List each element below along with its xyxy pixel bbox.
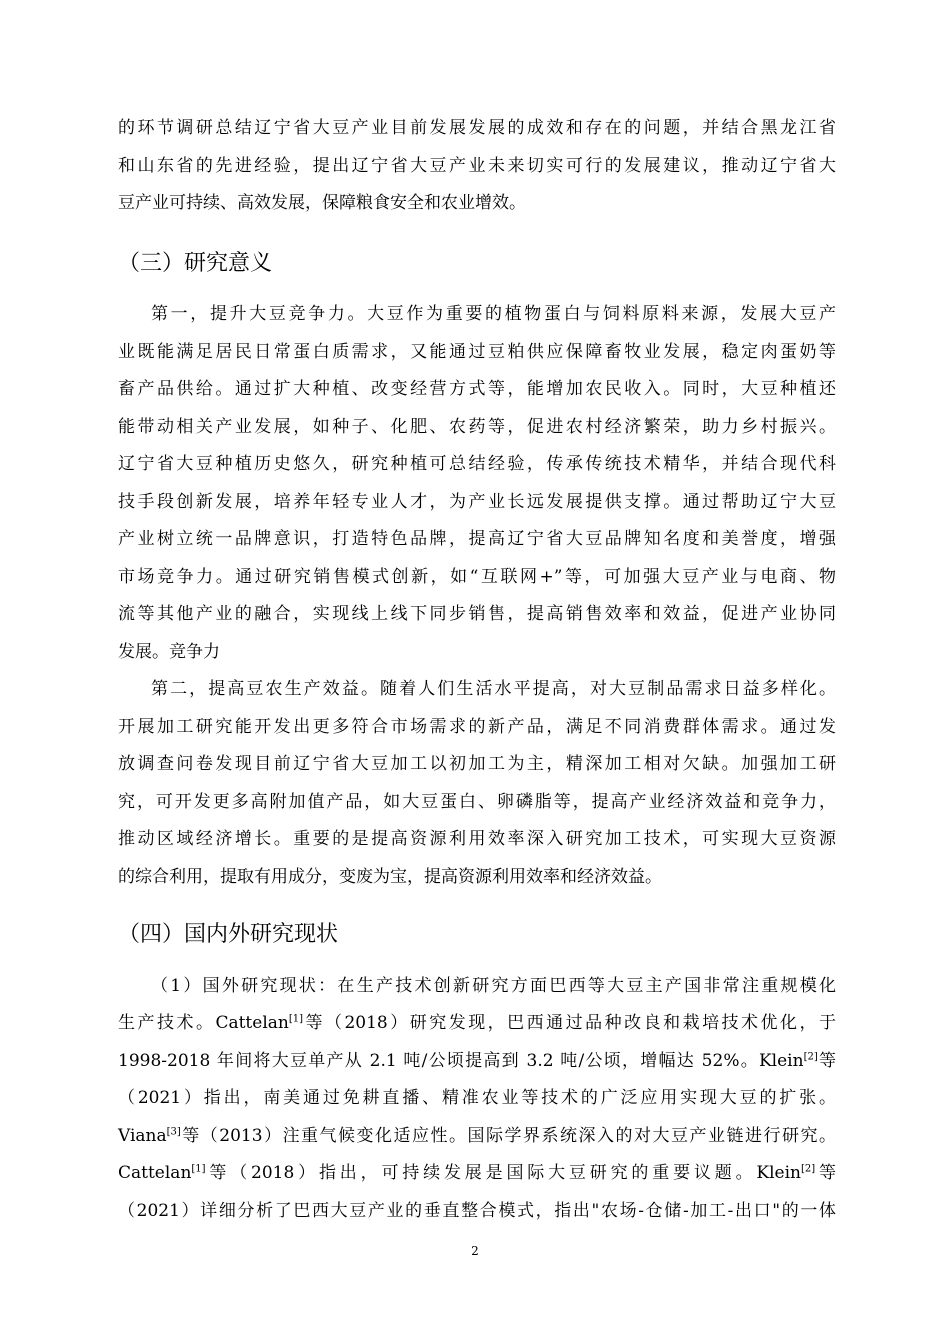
citation-marker: [1] [191, 1163, 206, 1175]
text-line: 第二，提高豆农生产效益。随着人们生活水平提高，对大豆制品需求日益多样化。 [151, 679, 836, 699]
text-line: 开展加工研究能开发出更多符合市场需求的新产品，满足不同消费群体需求。通过发 [118, 717, 836, 737]
citation-marker: [1] [288, 1013, 304, 1025]
text-line: Cattelan[1]等（2018）指出，可持续发展是国际大豆研究的重要议题。Klein[2]等 [118, 1163, 837, 1183]
text-line: 畜产品供给。通过扩大种植、改变经营方式等，能增加农民收入。同时，大豆种植还 [118, 379, 836, 399]
text-line: 放调查问卷发现目前辽宁省大豆加工以初加工为主，精深加工相对欠缺。加强加工研 [118, 754, 836, 774]
citation-marker: [2] [803, 1051, 818, 1063]
text-line: 1998-2018 年间将大豆单产从 2.1 吨/公顷提高到 3.2 吨/公顷，增幅达 52%。Klein[2]等 [118, 1051, 837, 1071]
text-line: 产业树立统一品牌意识，打造特色品牌，提高辽宁省大豆品牌知名度和美誉度，增强 [118, 529, 836, 549]
text-line: 业既能满足居民日常蛋白质需求，又能通过豆粕供应保障畜牧业发展，稳定肉蛋奶等 [118, 342, 836, 362]
text-line: 第一，提升大豆竞争力。大豆作为重要的植物蛋白与饲料原料来源，发展大豆产 [151, 304, 836, 324]
text-line: Viana[3]等（2013）注重气候变化适应性。国际学界系统深入的对大豆产业链进行研究。 [118, 1126, 836, 1146]
section-heading-research-status: （四）国内外研究现状 [118, 922, 339, 947]
citation-marker: [3] [166, 1126, 181, 1138]
text-line: 流等其他产业的融合，实现线上线下同步销售，提高销售效率和效益，促进产业协同 [118, 604, 836, 624]
text-line: 究，可开发更多高附加值产品，如大豆蛋白、卵磷脂等，提高产业经济效益和竞争力， [118, 792, 836, 812]
text-line: 辽宁省大豆种植历史悠久，研究种植可总结经验，传承传统技术精华，并结合现代科 [118, 454, 836, 474]
text-line: （2021）指出，南美通过免耕直播、精准农业等技术的广泛应用实现大豆的扩张。 [118, 1088, 836, 1108]
text-line: 豆产业可持续、高效发展，保障粮食安全和农业增效。 [118, 193, 526, 213]
text-line: 技手段创新发展，培养年轻专业人才，为产业长远发展提供支撑。通过帮助辽宁大豆 [118, 492, 836, 512]
text-line: 市场竞争力。通过研究销售模式创新，如“互联网+”等，可加强大豆产业与电商、物 [118, 567, 836, 587]
text-line: 能带动相关产业发展，如种子、化肥、农药等，促进农村经济繁荣，助力乡村振兴。 [118, 417, 836, 437]
text-line: 生产技术。Cattelan[1]等（2018）研究发现，巴西通过品种改良和栽培技术优化，于 [118, 1013, 837, 1033]
section-heading-research-significance: （三）研究意义 [118, 251, 273, 276]
text-line: （1）国外研究现状：在生产技术创新研究方面巴西等大豆主产国非常注重规模化 [151, 976, 836, 996]
text-line: 的综合利用，提取有用成分，变废为宝，提高资源利用效率和经济效益。 [118, 867, 662, 887]
text-line: （2021）详细分析了巴西大豆产业的垂直整合模式，指出"农场-仓储-加工-出口"的一体 [118, 1201, 836, 1221]
text-line: 发展。竞争力 [118, 642, 220, 662]
page-number: 2 [471, 1244, 479, 1258]
text-line: 推动区域经济增长。重要的是提高资源利用效率深入研究加工技术，可实现大豆资源 [118, 829, 836, 849]
text-line: 的环节调研总结辽宁省大豆产业目前发展发展的成效和存在的问题，并结合黑龙江省 [118, 118, 836, 138]
citation-marker: [2] [801, 1163, 816, 1175]
text-line: 和山东省的先进经验，提出辽宁省大豆产业未来切实可行的发展建议，推动辽宁省大 [118, 156, 836, 176]
